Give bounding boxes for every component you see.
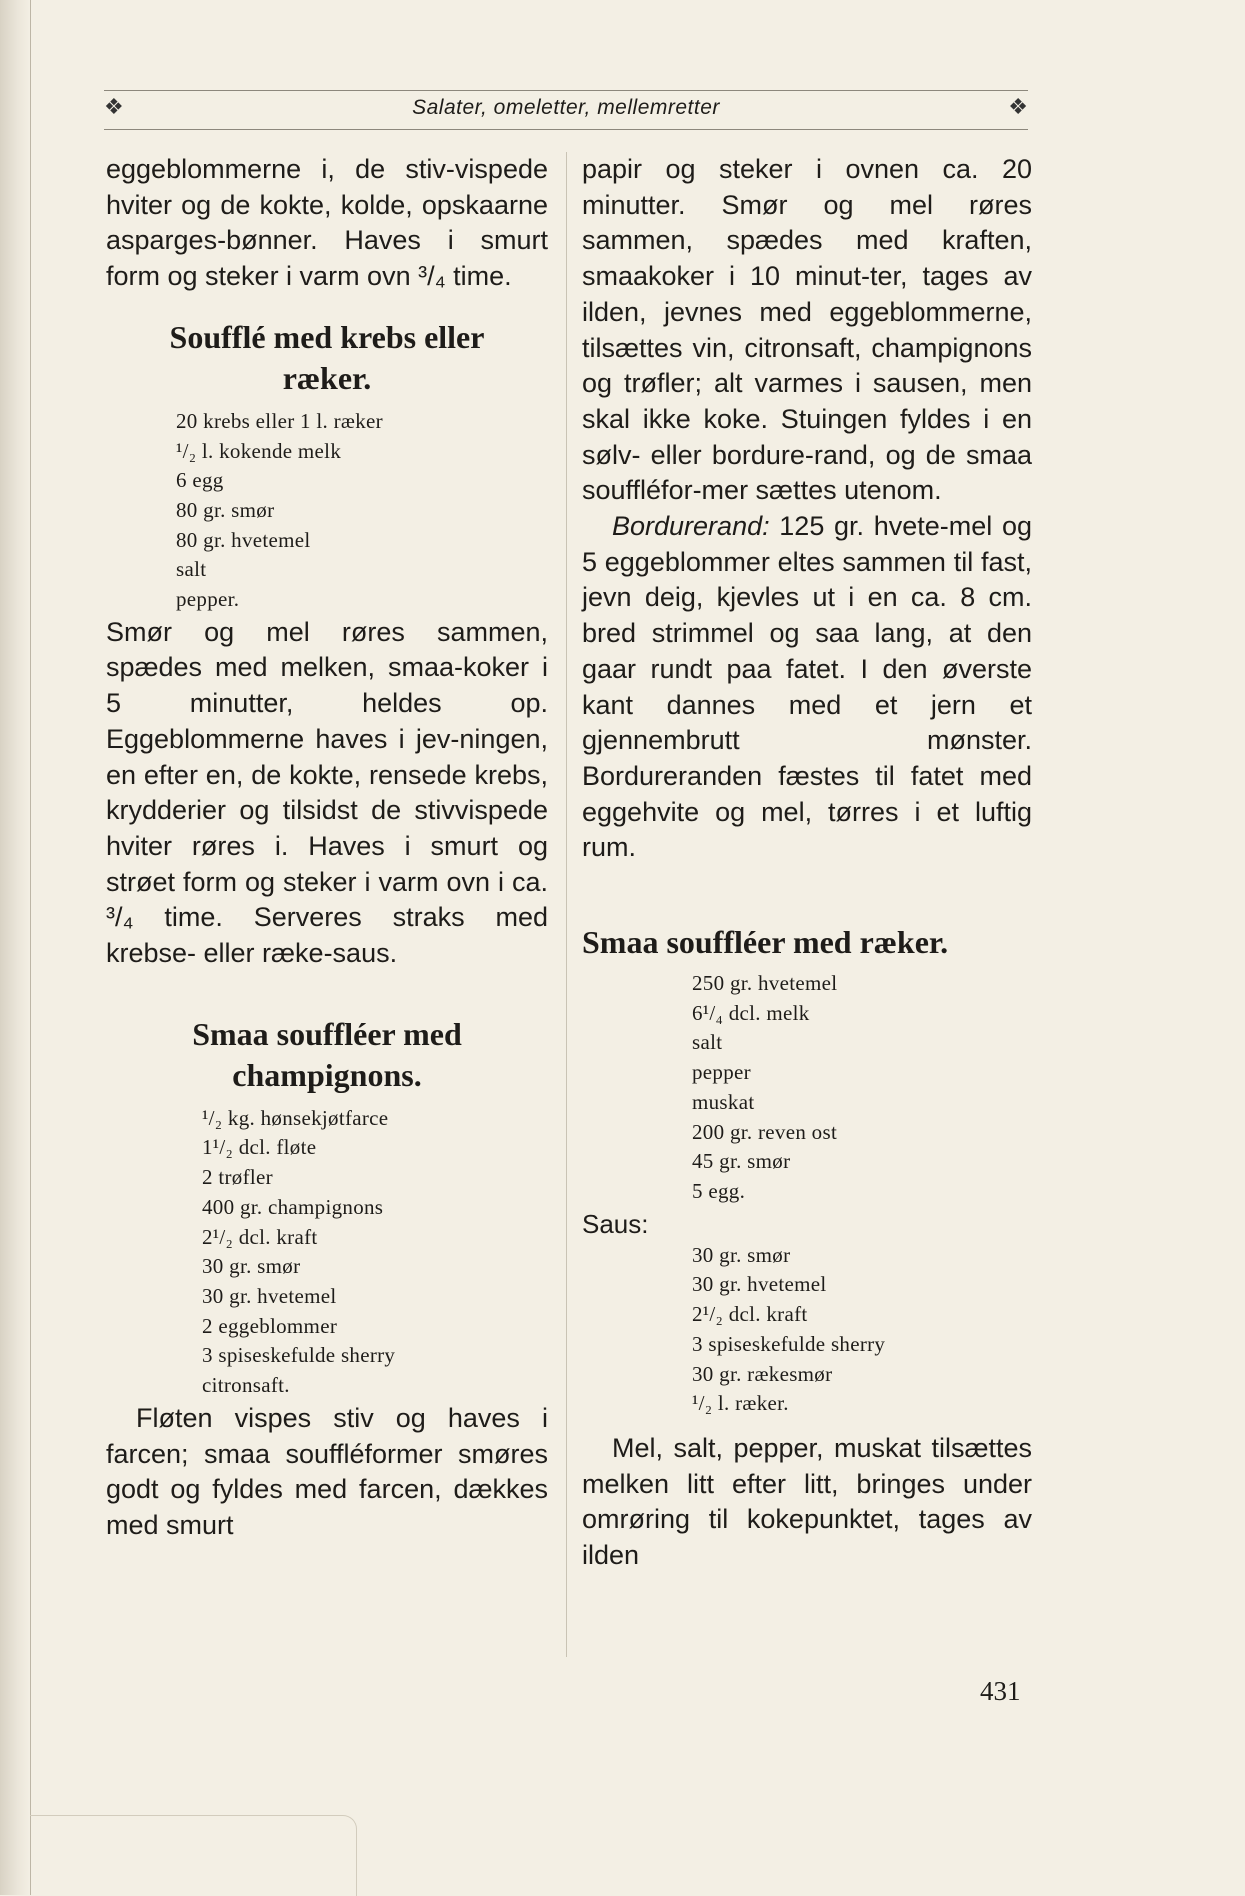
souffle-krebs-title: Soufflé med krebs eller ræker. [169,318,485,396]
ingredient-item: ¹/₂ l. ræker. [692,1391,789,1416]
ingredient-item: pepper. [176,587,240,612]
ingredient-item: pepper [692,1060,751,1085]
ingredient-item: 2¹/₂ dcl. kraft [202,1224,318,1249]
ingredient-item: 6 egg [176,468,224,493]
ingredient-item: 3 spiseskefulde sherry [202,1343,396,1368]
smaa-champignons-ingredients [106,1104,548,1401]
intro-paragraph: eggeblommerne i, de stiv-vispede hviter og de kokte, kolde, opskaarne asparges-bønner. Haves i smurt form og steker i varm ovn ³/₄ time. [106,154,548,292]
smaa-champignons-method: Fløten vispes stiv og haves i farcen; smaa souffléformer smøres godt og fyldes med farcen, dækkes med smurt [106,1402,548,1540]
column-divider [566,152,567,1657]
smaa-raeker-method: Mel, salt, pepper, muskat tilsættes melken litt efter litt, bringes under omrøring til kokepunktet, tages av ilden [582,1432,1032,1571]
ingredient-item: 30 gr. smør [202,1254,301,1279]
ingredient-item: 2¹/₂ dcl. kraft [692,1302,808,1327]
ornament-left-icon: ❖ [104,95,124,120]
bordurerand-label: Bordurerand: [612,511,770,542]
ingredient-item: 30 gr. hvetemel [692,1272,827,1297]
ingredient-item: 200 gr. reven ost [692,1119,838,1144]
running-header [104,90,1028,130]
ingredient-item: salt [176,557,207,582]
ingredient-item: 30 gr. hvetemel [202,1283,337,1308]
book-spine [0,0,31,1895]
ingredient-item: 6¹/₄ dcl. melk [692,1000,810,1025]
ingredient-item: 20 krebs eller 1 l. ræker [176,408,383,433]
souffle-krebs-method: Smør og mel røres sammen, spædes med melken, smaa-koker i 5 minutter, heldes op. Eggeblommerne haves i jev-ningen, en efter en, de kokte, rensede krebs, krydderier og tilsidst de stivvispede hviter røres i. Haves i smurt og strøet form og steker i varm ovn i ca. ³/₄ time. Serveres straks med krebse- eller ræke-saus. [106,616,548,969]
continued-paragraph: papir og steker i ovnen ca. 20 minutter. Smør og mel røres sammen, spædes med kraften, smaakoker i 10 minut-ter, tages av ilden, jevnes med eggeblommerne, tilsættes vin, citronsaft, champignons og trøfler; alt varmes i sausen, men skal ikke koke. Stuingen fyldes i en sølv- eller bordure-rand, og de smaa souffléfor-mer sættes utenom. [582,154,1032,506]
left-column [106,152,548,1544]
souffle-krebs-ingredients [106,407,548,615]
saus-ingredients [582,1241,1032,1419]
saus-label: Saus: [582,1208,649,1239]
ingredient-item: muskat [692,1089,755,1114]
ingredient-item: 5 egg. [692,1178,746,1203]
ingredient-item: 1¹/₂ dcl. fløte [202,1135,317,1160]
bordurerand-paragraph [582,509,1032,866]
ingredient-item: 250 gr. hvetemel [692,971,838,996]
ingredient-item: 400 gr. champignons [202,1194,384,1219]
ingredient-item: 3 spiseskefulde sherry [692,1331,886,1356]
running-header-title: Salater, omeletter, mellemretter [412,96,720,119]
ingredient-item: citronsaft. [202,1373,290,1398]
smaa-raeker-ingredients [582,969,1032,1207]
ingredient-item: 2 trøfler [202,1165,273,1190]
page-edge-mark [30,1815,357,1896]
ingredient-item: salt [692,1030,723,1055]
ingredient-item: 45 gr. smør [692,1149,791,1174]
smaa-champignons-title: Smaa souffléer med champignons. [192,1015,462,1093]
ingredient-item: ¹/₂ l. kokende melk [176,438,342,463]
page-number: 431 [980,1676,1021,1706]
ingredient-item: 80 gr. smør [176,497,275,522]
right-column [582,152,1032,1574]
smaa-raeker-title: Smaa souffléer med ræker. [582,924,949,961]
ingredient-item: 30 gr. smør [692,1242,791,1267]
ingredient-item: 2 eggeblommer [202,1313,338,1338]
ingredient-item: 30 gr. rækesmør [692,1361,833,1386]
ingredient-item: 80 gr. hvetemel [176,527,311,552]
bordurerand-text: 125 gr. hvete-mel og 5 eggeblommer eltes sammen til fast, jevn deig, kjevles ut i en ca. 8 cm. bred strimmel og saa lang, at den gaar rundt paa fatet. I den øverste kant dannes med et jern et gjennembrutt mønster. Bordureranden fæstes til fatet med eggehvite og mel, tørres i et luftig rum. [582,511,1032,863]
ingredient-item: ¹/₂ kg. hønsekjøtfarce [202,1105,389,1130]
ornament-right-icon: ❖ [1008,95,1028,120]
